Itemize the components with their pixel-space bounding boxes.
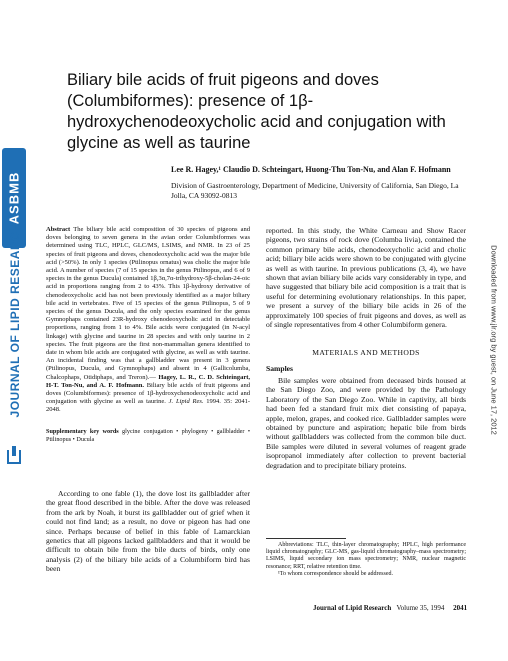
footer-volume: Volume 35, 1994 bbox=[396, 604, 445, 612]
samples-heading: Samples bbox=[266, 364, 294, 373]
download-note: Downloaded from www.jlr.org by guest, on June 17, 2012 bbox=[489, 245, 499, 435]
citation-volume: 1994. 35: 2041-2048. bbox=[46, 398, 250, 414]
keywords-text: glycine conjugation • phylogeny • gallbladder • Ptilinopus • Ducula bbox=[46, 428, 250, 443]
citation-authors: Hagey, L. R., C. D. Schteingart, H-T. Ton-Nu, and A. F. Hofmann. bbox=[46, 373, 250, 389]
author-affiliation: Division of Gastroenterology, Department of Medicine, University of California, San Diego, La Jolla, CA 93092-0813 bbox=[171, 181, 459, 200]
publisher-logo-icon bbox=[7, 450, 21, 464]
footnotes bbox=[266, 542, 466, 578]
article-title: Biliary bile acids of fruit pigeons and doves (Columbiformes): presence of 1β-hydroxychenodeoxycholic acid and conjugation with glycine as well as taurine bbox=[67, 71, 446, 152]
journal-sidebar-title: JOURNAL OF LIPID RESEARCH bbox=[8, 222, 22, 418]
right-column-text bbox=[266, 226, 466, 329]
keywords-label: Supplementary key words bbox=[46, 428, 119, 435]
citation-journal: J. Lipid Res. bbox=[168, 398, 204, 406]
citation-title: Biliary bile acids of fruit pigeons and doves (Columbiformes): presence of 1β-hydroxychenodeoxycholic acid and conjugation with glycine as well as taurine. bbox=[46, 381, 251, 406]
keywords bbox=[46, 428, 250, 444]
abstract-text: The biliary bile acid composition of 30 species of pigeons and doves belonging to seven genera in the avian order Columbiformes was determined using TLC, HPLC, GLC/MS, LSIMS, and NMR. In 23 of 25 species of fruit pigeons and doves, chenodeoxycholic acid was the major bile acid (>50%). In only 1 species (Ptilinopus ornatus) was cholic the major bile acid. A number of species (7 of 15 species in the genus Ptilinopus, and 6 of 9 species in the genus Ducula) contained 1β,3α,7α-trihydroxy-5β-cholan-24-oic acid in proportions ranging from 2 to 43%. This 1β-hydroxy derivative of chenodeoxycholic acid has not been previously identified as a major biliary bile acid in vertebrates. Five of 15 species of the genus Ptilinopus, 5 of 9 species of the genus Ducula, and the only species examined for the genus Gymnophaps contained 23R-hydroxy chenodeoxycholic acid in detectable proportions, ranging from 1 to 4%. Bile acids were conjugated (in N-acyl linkage) with glycine and taurine in 28 species and with only taurine in 2 species. The fruit pigeons are the first non-mammalian genera identified to date in whom bile acids are conjugated with glycine, as well as with taurine. An incidental finding was that a gallbladder was present in 3 genera (Ptilinopus, Ducula, and Gymnophaps) and absent in 4 (Gallicolumba, Chalcophaps, Otidiphaps, and Treron).— bbox=[46, 226, 250, 381]
footnote-abbreviations: Abbreviations: TLC, thin-layer chromatography; HPLC, high performance liquid chromatography; GLC-MS, gas-liquid chromatography–mass spectrometry; LSIMS, liquid secondary ion mass spectrometry; NMR, nuclear magnetic resonance; RRT, relative retention time. bbox=[266, 542, 466, 570]
introduction-text bbox=[46, 489, 250, 574]
intro-paragraph: According to one fable (1), the dove lost its gallbladder after the great flood described in the bible. After the dove was released from the ark by Noah, it burst its gallbladder out of grief when it could not find land; as a result, no dove or pigeon has had one since. Perhaps because of belief in this fable of Lamarckian genetics that all pigeons lacked gallbladders and that it would be difficult to obtain bile from the bile ducts of birds, only one analysis (2) of the biliary bile acids of a Columbiform bird has been bbox=[46, 489, 250, 574]
journal-sidebar bbox=[0, 0, 30, 661]
asbmb-label: ASBMB bbox=[6, 171, 22, 225]
footer-journal: Journal of Lipid Research bbox=[313, 604, 392, 612]
footnote-correspondence: ¹To whom correspondence should be addressed. bbox=[278, 570, 394, 577]
right-paragraph: reported. In this study, the White Carneau and Show Racer pigeons, two strains of rock dove (Columba livia), contained the common primary bile acids, chenodeoxycholic acid and cholic acid; biliary bile acids were shown to be conjugated with glycine as well as with taurine. In previous publications (3, 4), we have shown that avian biliary bile acids vary considerably in type, and have suggested that biliary bile acid composition is a trait that is useful for determining evolutionary relationships. In this paper, we present a survey of the biliary bile acids in 26 of the approximately 100 species of fruit pigeons and doves, as well as of single representatives from 4 other Columbiform genera. bbox=[266, 226, 466, 330]
abstract bbox=[46, 226, 250, 415]
samples-paragraph: Bile samples were obtained from deceased birds housed at the San Diego Zoo, and were provided by the Pathology Laboratory of the San Diego Zoo. While in captivity, all birds had been fed a standard fruit mix diet consisting of papaya, apple, melon, grapes, and cooked rice. Gallbladder samples were obtained by puncture and aspiration; hepatic bile from birds without gallbladders was collected from the common bile duct. Bile samples were diluted in several volumes of reagent grade isopropanol immediately after collection to prevent bacterial degradation and to precipitate biliary proteins. bbox=[266, 376, 466, 470]
samples-section bbox=[266, 376, 466, 470]
footer-page-number: 2041 bbox=[453, 604, 468, 612]
abstract-label: Abstract bbox=[46, 226, 71, 233]
footnote-divider bbox=[266, 538, 346, 539]
page-footer bbox=[313, 604, 467, 612]
article-authors: Lee R. Hagey,¹ Claudio D. Schteingart, Huong-Thu Ton-Nu, and Alan F. Hofmann bbox=[171, 165, 451, 174]
methods-heading: MATERIALS AND METHODS bbox=[312, 348, 420, 357]
